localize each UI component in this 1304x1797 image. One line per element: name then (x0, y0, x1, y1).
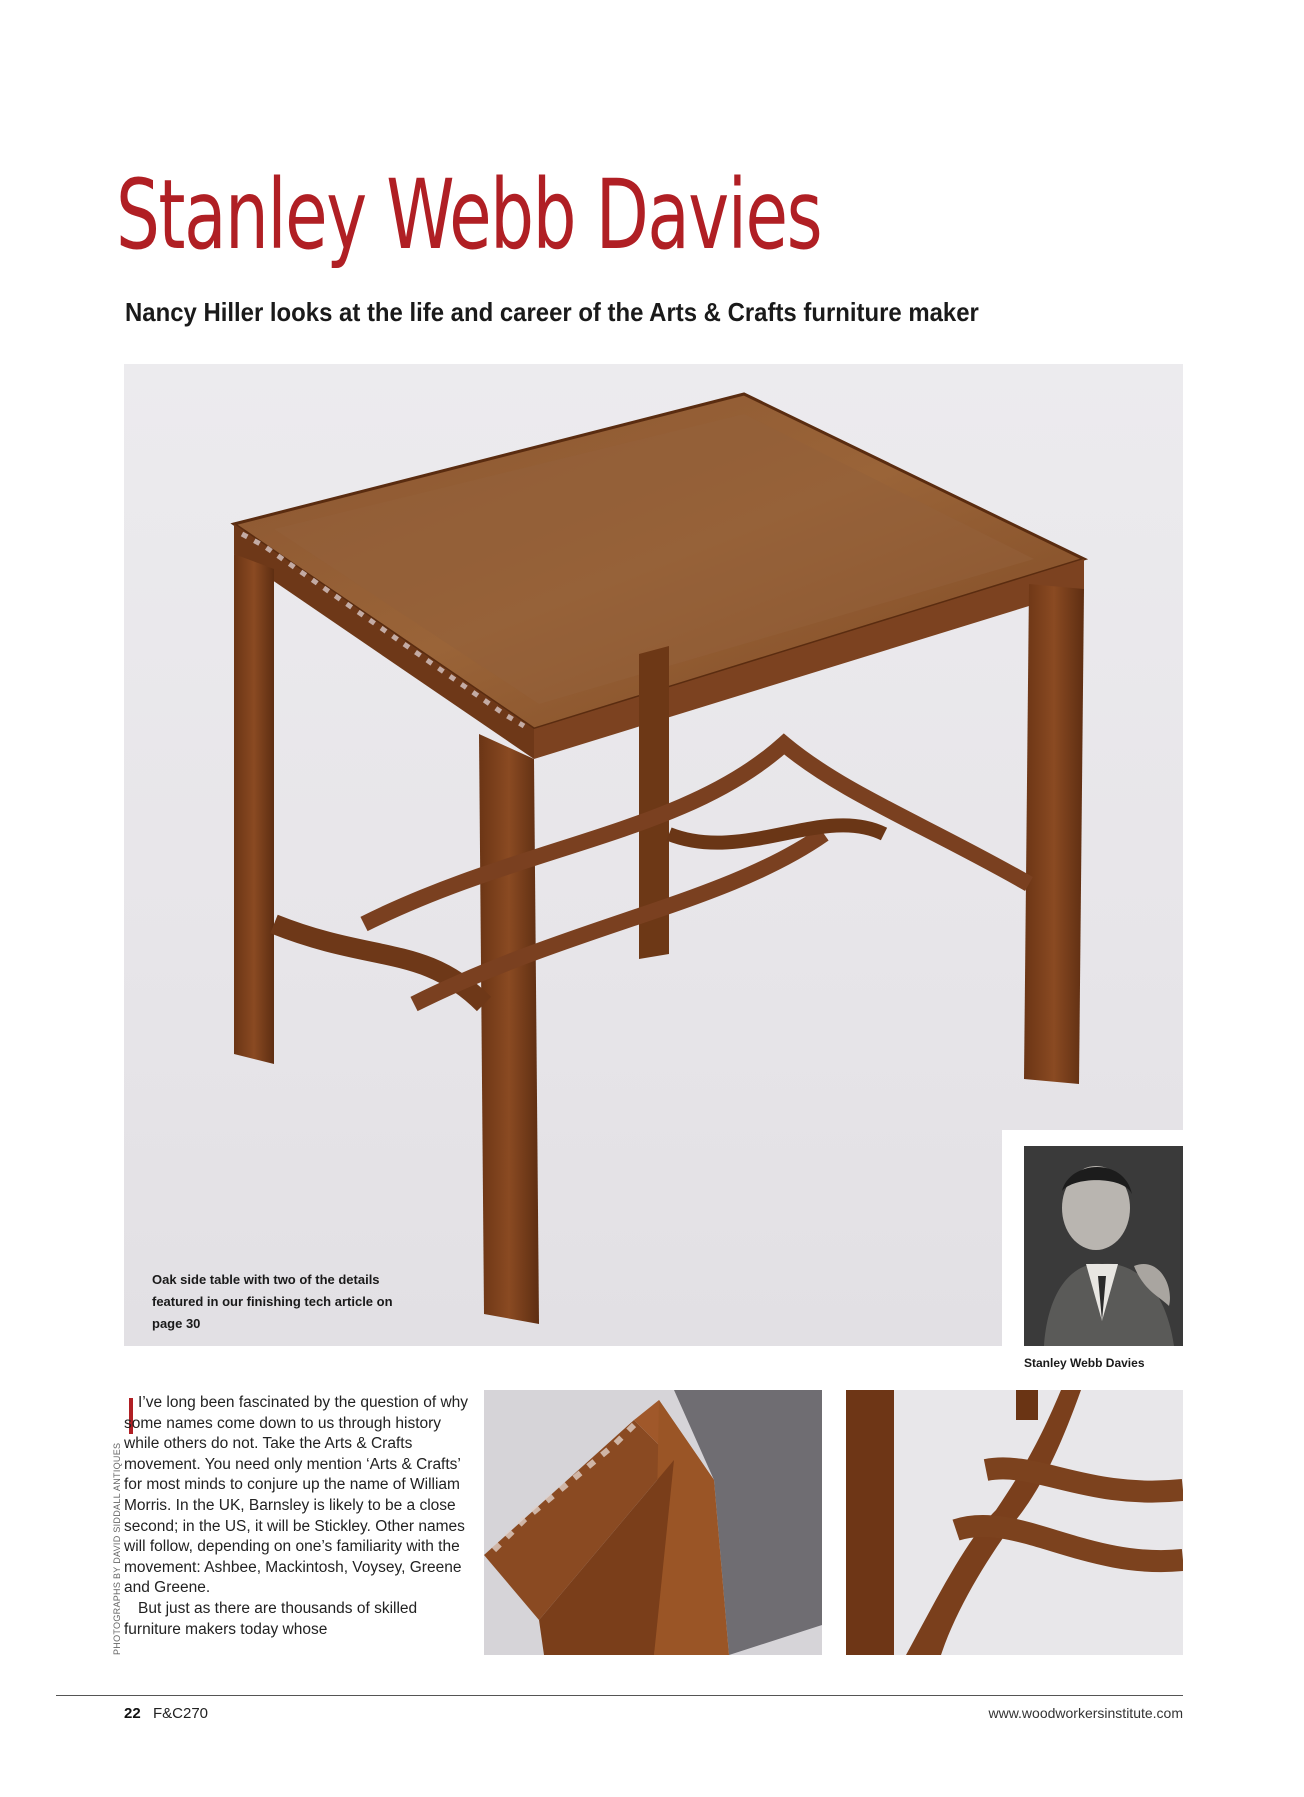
portrait-photo-stanley-webb-davies (1024, 1146, 1183, 1346)
stretcher-detail-illustration (846, 1390, 1183, 1655)
article-subtitle: Nancy Hiller looks at the life and career of the Arts & Crafts furniture maker (125, 297, 979, 327)
issue-code: F&C270 (153, 1705, 209, 1722)
portrait-illustration (1024, 1146, 1183, 1346)
article-body (124, 1393, 469, 1640)
article-title: Stanley Webb Davies (116, 159, 822, 271)
main-photo-caption: Oak side table with two of the details featured in our finishing tech article on page 30 (152, 1272, 393, 1331)
body-paragraph-1: I’ve long been fascinated by the question of why some names come down to us through history while others do not. Take the Arts & Crafts movement. You need only mention ‘Arts & Crafts’ for most minds to conjure up the name of William Morris. In the UK, Barnsley is likely to be a close second; in the US, it will be Stickley. Other names will follow, depending on one’s familiarity with the movement: Ashbee, Mackintosh, Voysey, Greene and Greene. (124, 1394, 469, 1597)
detail-photo-stretcher (846, 1390, 1183, 1655)
footer-rule (56, 1695, 1183, 1696)
page-number: 22 (124, 1705, 141, 1722)
body-paragraph-2: But just as there are thousands of skilled furniture makers today whose (124, 1599, 418, 1638)
photo-credit: PHOTOGRAPHS BY DAVID SIDDALL ANTIQUES (112, 1442, 122, 1655)
detail-photo-corner (484, 1390, 822, 1655)
footer-website-url[interactable]: www.woodworkersinstitute.com (988, 1705, 1183, 1721)
portrait-caption: Stanley Webb Davies (1024, 1356, 1145, 1370)
corner-detail-illustration (484, 1390, 822, 1655)
